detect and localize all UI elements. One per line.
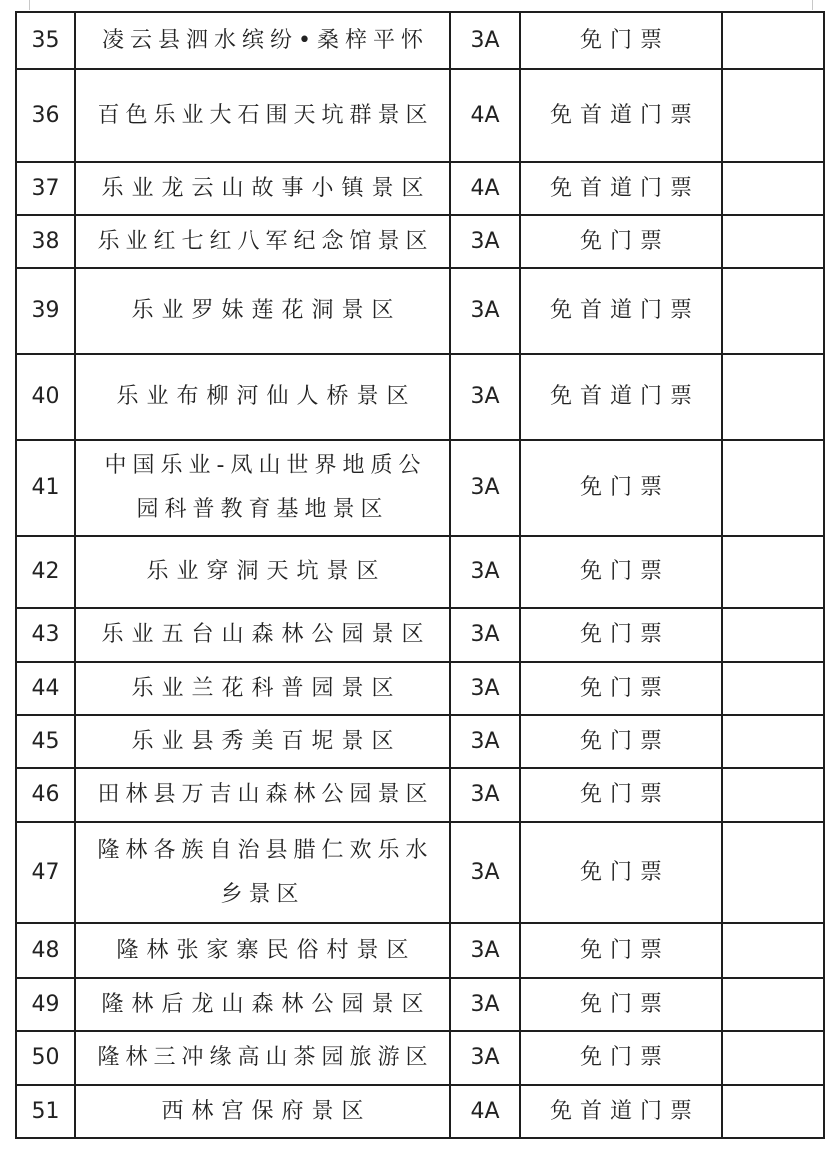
- remark-cell: [722, 978, 824, 1031]
- row-number: 51: [16, 1085, 75, 1138]
- scenic-spot-name: 中国乐业-凤山世界地质公园科普教育基地景区: [75, 440, 450, 536]
- grade-level: 4A: [450, 69, 520, 162]
- row-number: 40: [16, 354, 75, 440]
- scenic-spot-name: 田林县万吉山森林公园景区: [75, 768, 450, 822]
- scenic-spot-name: 乐业兰花科普园景区: [75, 662, 450, 715]
- scenic-spot-table: [15, 11, 825, 1139]
- grade-level: 3A: [450, 662, 520, 715]
- scenic-spot-name: 乐业五台山森林公园景区: [75, 608, 450, 662]
- scenic-spot-name: 隆林各族自治县腊仁欢乐水乡景区: [75, 822, 450, 923]
- table-row: [16, 162, 824, 215]
- row-number: 36: [16, 69, 75, 162]
- table-row: [16, 978, 824, 1031]
- scenic-spot-name: 百色乐业大石围天坑群景区: [75, 69, 450, 162]
- grade-level: 3A: [450, 440, 520, 536]
- grade-level: 3A: [450, 354, 520, 440]
- ticket-policy: 免门票: [520, 923, 722, 978]
- row-number: 44: [16, 662, 75, 715]
- table-row: [16, 536, 824, 608]
- ticket-policy: 免门票: [520, 608, 722, 662]
- remark-cell: [722, 608, 824, 662]
- remark-cell: [722, 162, 824, 215]
- grade-level: 3A: [450, 268, 520, 354]
- scenic-spot-name: 凌云县泗水缤纷•桑梓平怀: [75, 12, 450, 69]
- remark-cell: [722, 215, 824, 268]
- ticket-policy: 免门票: [520, 1031, 722, 1085]
- ticket-policy: 免门票: [520, 12, 722, 69]
- remark-cell: [722, 536, 824, 608]
- row-number: 47: [16, 822, 75, 923]
- remark-cell: [722, 715, 824, 768]
- remark-cell: [722, 69, 824, 162]
- scenic-spot-name: 隆林三冲缘高山茶园旅游区: [75, 1031, 450, 1085]
- row-number: 45: [16, 715, 75, 768]
- scenic-spot-name: 乐业布柳河仙人桥景区: [75, 354, 450, 440]
- scenic-spot-name: 西林宫保府景区: [75, 1085, 450, 1138]
- table-row: [16, 1085, 824, 1138]
- remark-cell: [722, 268, 824, 354]
- row-number: 48: [16, 923, 75, 978]
- row-number: 37: [16, 162, 75, 215]
- remark-cell: [722, 768, 824, 822]
- row-number: 50: [16, 1031, 75, 1085]
- grade-level: 3A: [450, 715, 520, 768]
- ticket-policy: 免门票: [520, 978, 722, 1031]
- table-row: [16, 662, 824, 715]
- remark-cell: [722, 822, 824, 923]
- grade-level: 3A: [450, 978, 520, 1031]
- remark-cell: [722, 354, 824, 440]
- table-row: [16, 715, 824, 768]
- row-number: 35: [16, 12, 75, 69]
- row-number: 49: [16, 978, 75, 1031]
- ticket-policy: 免首道门票: [520, 69, 722, 162]
- ticket-policy: 免门票: [520, 440, 722, 536]
- scenic-spot-name: 乐业红七红八军纪念馆景区: [75, 215, 450, 268]
- ticket-policy: 免门票: [520, 768, 722, 822]
- grade-level: 3A: [450, 608, 520, 662]
- grade-level: 3A: [450, 1031, 520, 1085]
- ticket-policy: 免门票: [520, 215, 722, 268]
- table-row: [16, 440, 824, 536]
- remark-cell: [722, 923, 824, 978]
- ticket-policy: 免首道门票: [520, 354, 722, 440]
- grade-level: 3A: [450, 12, 520, 69]
- scenic-spot-name: 乐业龙云山故事小镇景区: [75, 162, 450, 215]
- remark-cell: [722, 1085, 824, 1138]
- ticket-policy: 免首道门票: [520, 268, 722, 354]
- row-number: 38: [16, 215, 75, 268]
- remark-cell: [722, 440, 824, 536]
- table-row: [16, 354, 824, 440]
- row-number: 43: [16, 608, 75, 662]
- table-row: [16, 268, 824, 354]
- remark-cell: [722, 12, 824, 69]
- row-number: 39: [16, 268, 75, 354]
- grade-level: 3A: [450, 822, 520, 923]
- table-row: [16, 1031, 824, 1085]
- scenic-spot-name: 乐业县秀美百坭景区: [75, 715, 450, 768]
- grade-level: 4A: [450, 1085, 520, 1138]
- table-row: [16, 822, 824, 923]
- table-row: [16, 69, 824, 162]
- ticket-policy: 免门票: [520, 536, 722, 608]
- row-number: 42: [16, 536, 75, 608]
- remark-cell: [722, 1031, 824, 1085]
- ticket-policy: 免门票: [520, 715, 722, 768]
- ticket-policy: 免门票: [520, 662, 722, 715]
- table-row: [16, 768, 824, 822]
- grade-level: 3A: [450, 536, 520, 608]
- scenic-spot-name: 隆林后龙山森林公园景区: [75, 978, 450, 1031]
- table-row: [16, 215, 824, 268]
- page-corner-guide: [29, 0, 30, 10]
- ticket-policy: 免门票: [520, 822, 722, 923]
- grade-level: 3A: [450, 215, 520, 268]
- ticket-policy: 免首道门票: [520, 1085, 722, 1138]
- row-number: 46: [16, 768, 75, 822]
- table-row: [16, 923, 824, 978]
- page-corner-guide: [812, 0, 813, 10]
- scenic-spot-name: 乐业罗妹莲花洞景区: [75, 268, 450, 354]
- grade-level: 3A: [450, 768, 520, 822]
- remark-cell: [722, 662, 824, 715]
- row-number: 41: [16, 440, 75, 536]
- scenic-spot-name: 乐业穿洞天坑景区: [75, 536, 450, 608]
- table-row: [16, 608, 824, 662]
- scenic-spot-name: 隆林张家寨民俗村景区: [75, 923, 450, 978]
- grade-level: 4A: [450, 162, 520, 215]
- table-row: [16, 12, 824, 69]
- grade-level: 3A: [450, 923, 520, 978]
- ticket-policy: 免首道门票: [520, 162, 722, 215]
